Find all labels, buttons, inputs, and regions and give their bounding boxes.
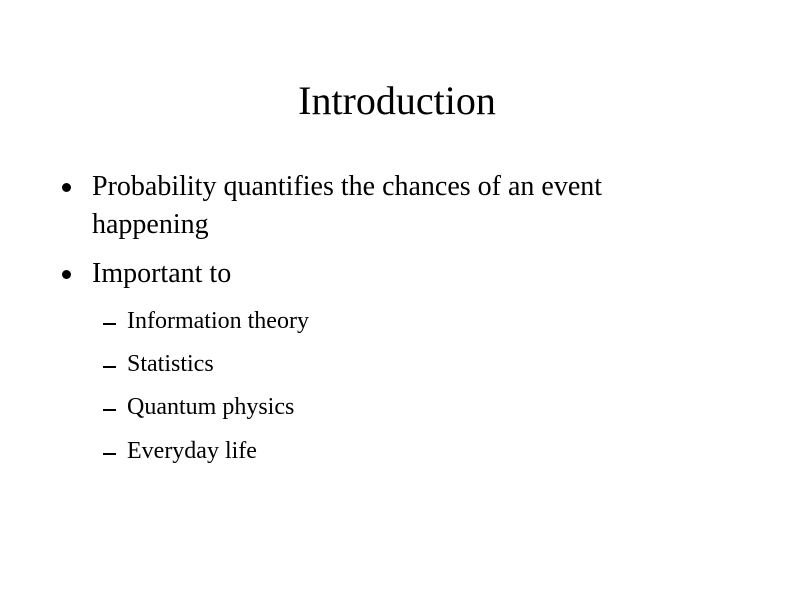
dash-icon <box>103 453 116 455</box>
sub-bullet-item <box>127 306 687 336</box>
dash-icon <box>103 323 116 325</box>
sub-bullet-text: Everyday life <box>127 438 257 464</box>
bullet-dot-icon <box>62 270 71 279</box>
dash-icon <box>103 409 116 411</box>
bullet-item <box>92 255 702 293</box>
bullet-item <box>92 168 702 244</box>
sub-bullet-text: Information theory <box>127 308 309 334</box>
sub-bullet-item <box>127 436 687 466</box>
dash-icon <box>103 366 116 368</box>
sub-bullet-item <box>127 392 687 422</box>
slide-title: Introduction <box>298 78 496 123</box>
sub-bullet-text: Statistics <box>127 351 214 377</box>
bullet-dot-icon <box>62 183 71 192</box>
sub-bullet-item <box>127 349 687 379</box>
bullet-text: Probability quantifies the chances of an event happening <box>92 171 603 240</box>
bullet-text: Important to <box>92 258 232 289</box>
sub-bullet-text: Quantum physics <box>127 394 295 420</box>
